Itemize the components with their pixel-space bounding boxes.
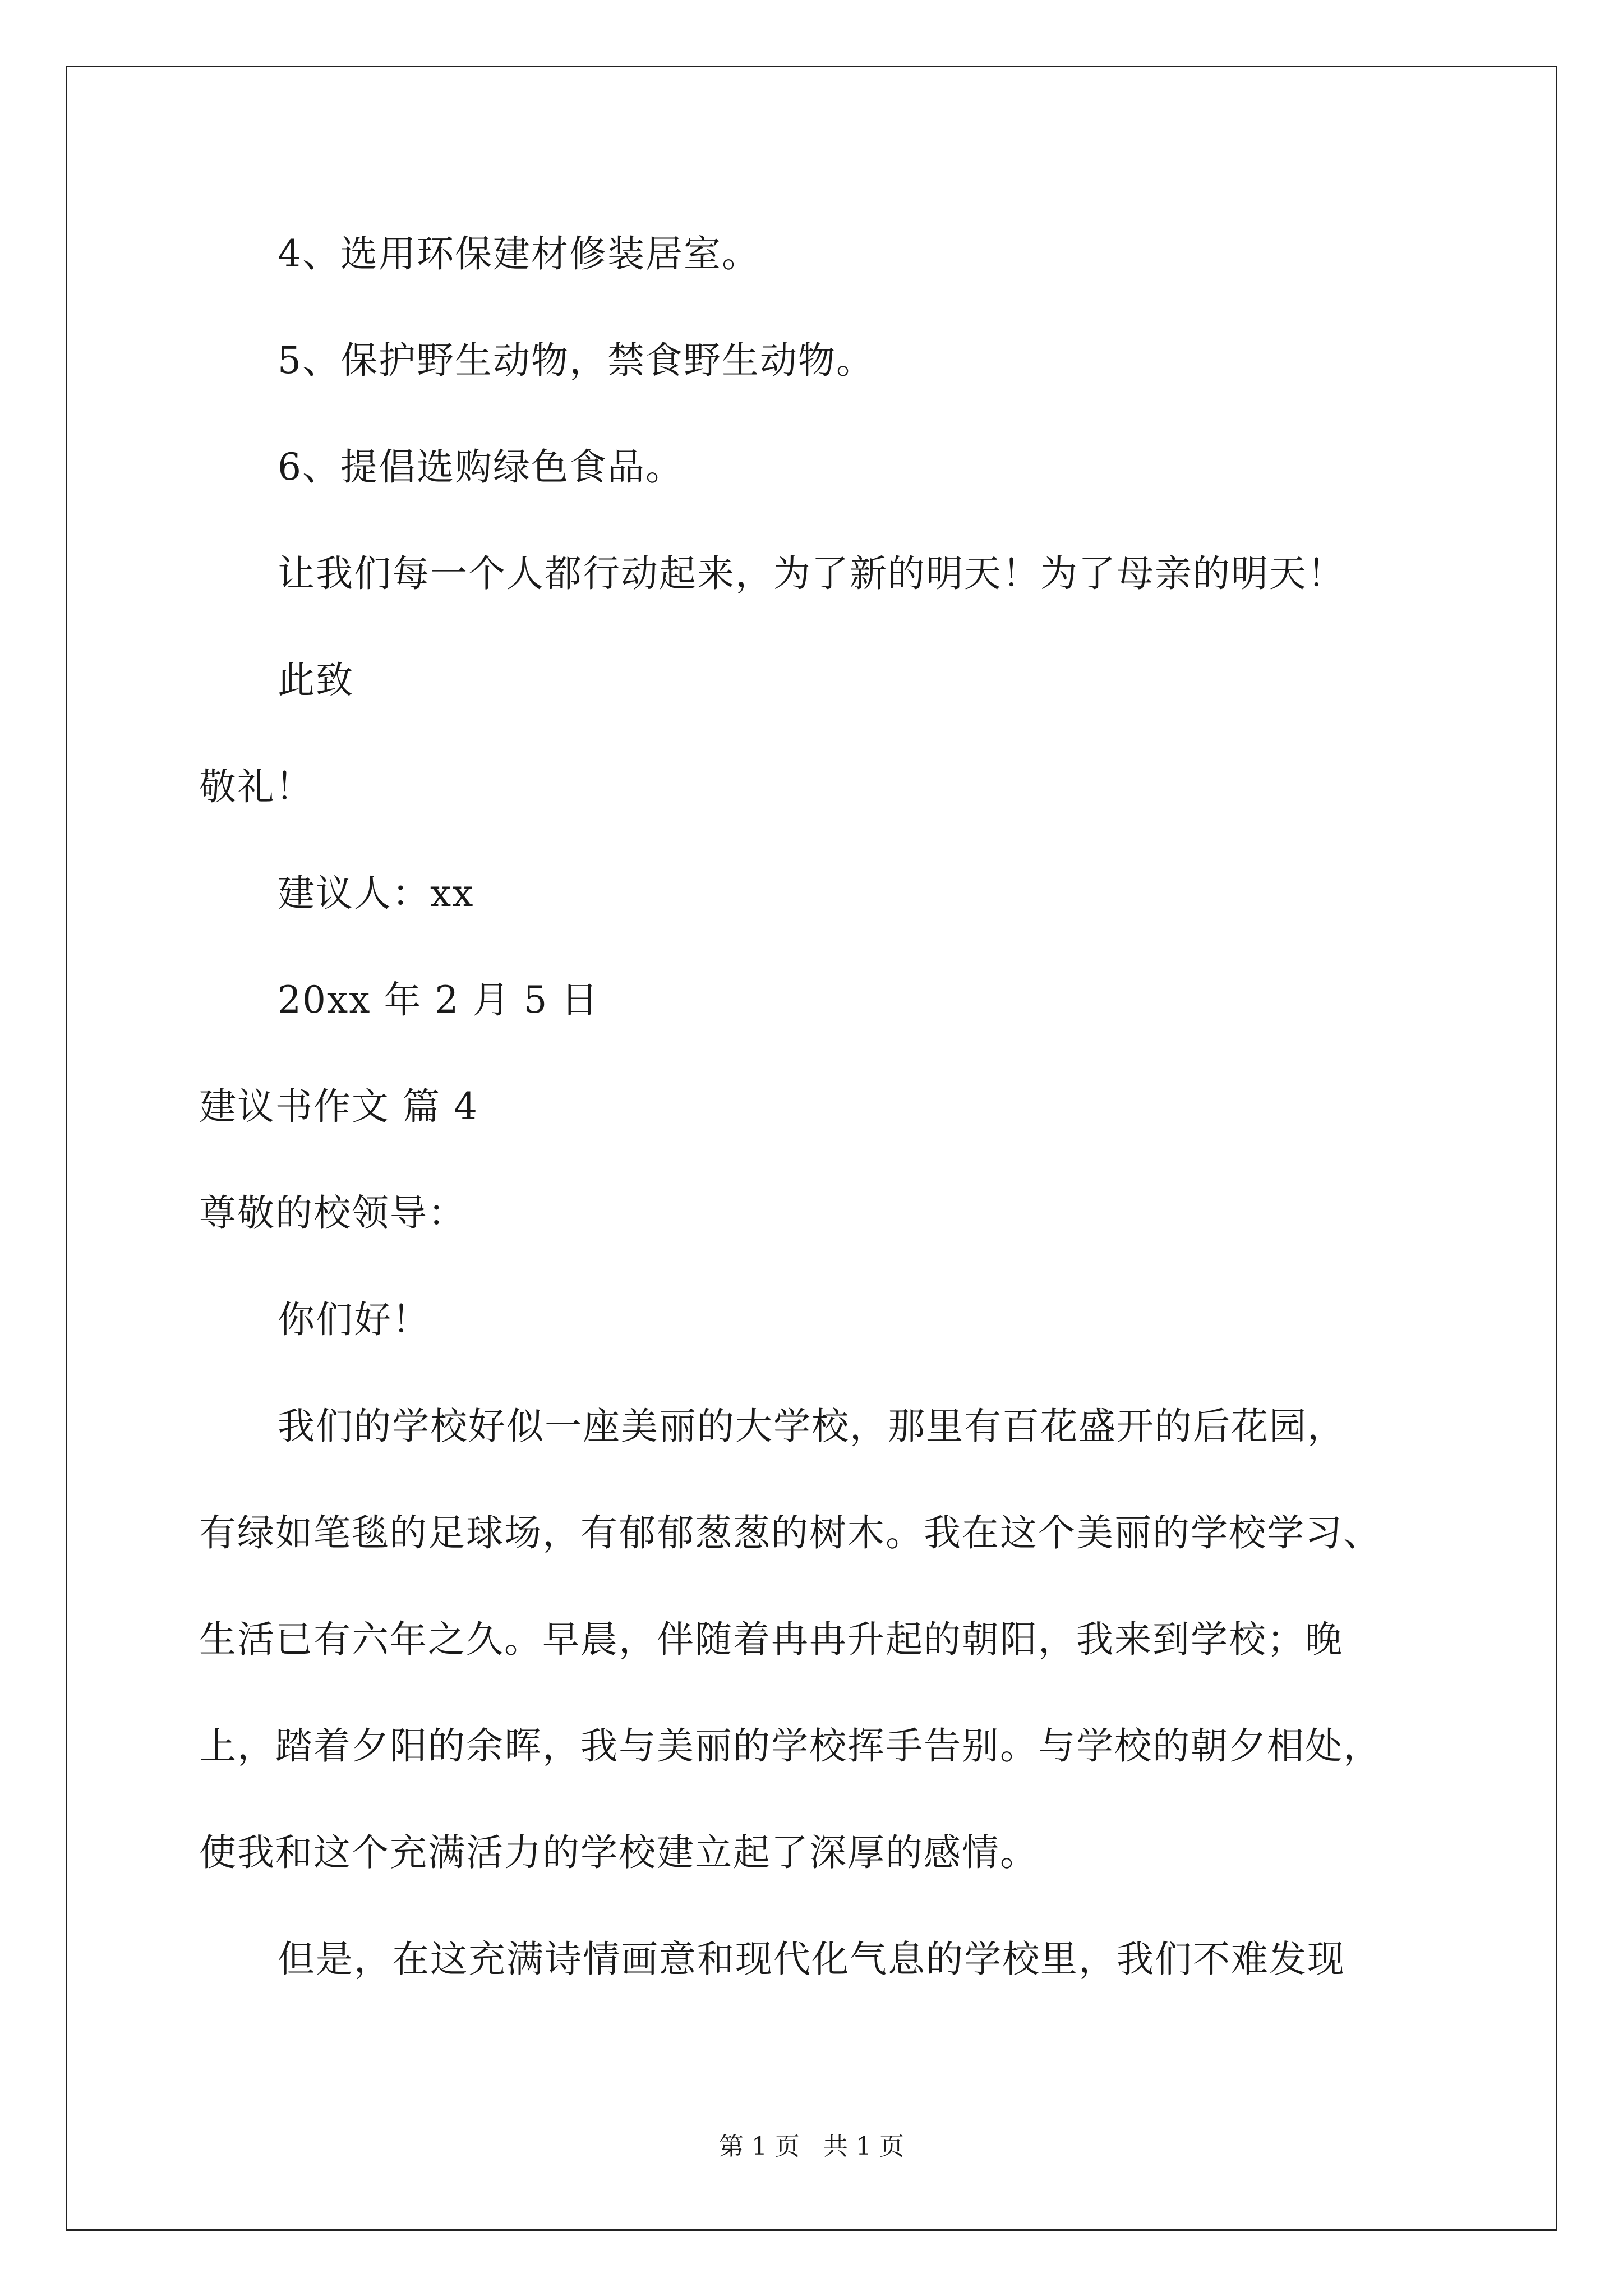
paragraph-line: 上，踏着夕阳的余晖，我与美丽的学校挥手告别。与学校的朝夕相处， bbox=[199, 1724, 1381, 1768]
text-line-item-6: 6、提倡选购绿色食品。 bbox=[278, 445, 684, 489]
page-number-footer: 第 1 页 共 1 页 bbox=[719, 2132, 904, 2161]
text-line-item-4: 4、选用环保建材修装居室。 bbox=[278, 232, 760, 275]
text-line-addressee: 尊敬的校领导： bbox=[199, 1191, 466, 1235]
text-line-closing: 此致 bbox=[278, 659, 354, 702]
paragraph-line: 使我和这个充满活力的学校建立起了深厚的感情。 bbox=[199, 1831, 1038, 1874]
text-line-greeting: 你们好！ bbox=[278, 1298, 430, 1341]
text-line-item-5: 5、保护野生动物，禁食野生动物。 bbox=[278, 339, 874, 382]
section-heading: 建议书作文 篇 4 bbox=[199, 1085, 478, 1128]
paragraph-line: 有绿如笔毯的足球场，有郁郁葱葱的树木。我在这个美丽的学校学习、 bbox=[199, 1511, 1381, 1554]
paragraph-line: 我们的学校好似一座美丽的大学校，那里有百花盛开的后花园， bbox=[278, 1405, 1345, 1448]
text-line-salute: 敬礼！ bbox=[199, 765, 313, 808]
text-line-date: 20xx 年 2 月 5 日 bbox=[278, 978, 600, 1022]
page-border bbox=[66, 66, 1557, 2231]
text-line-appeal: 让我们每一个人都行动起来，为了新的明天！为了母亲的明天！ bbox=[278, 552, 1345, 595]
text-line-signer: 建议人：xx bbox=[278, 872, 474, 915]
paragraph-line: 但是，在这充满诗情画意和现代化气息的学校里，我们不难发现 bbox=[278, 1938, 1345, 1981]
paragraph-line: 生活已有六年之久。早晨，伴随着冉冉升起的朝阳，我来到学校；晚 bbox=[199, 1618, 1343, 1661]
